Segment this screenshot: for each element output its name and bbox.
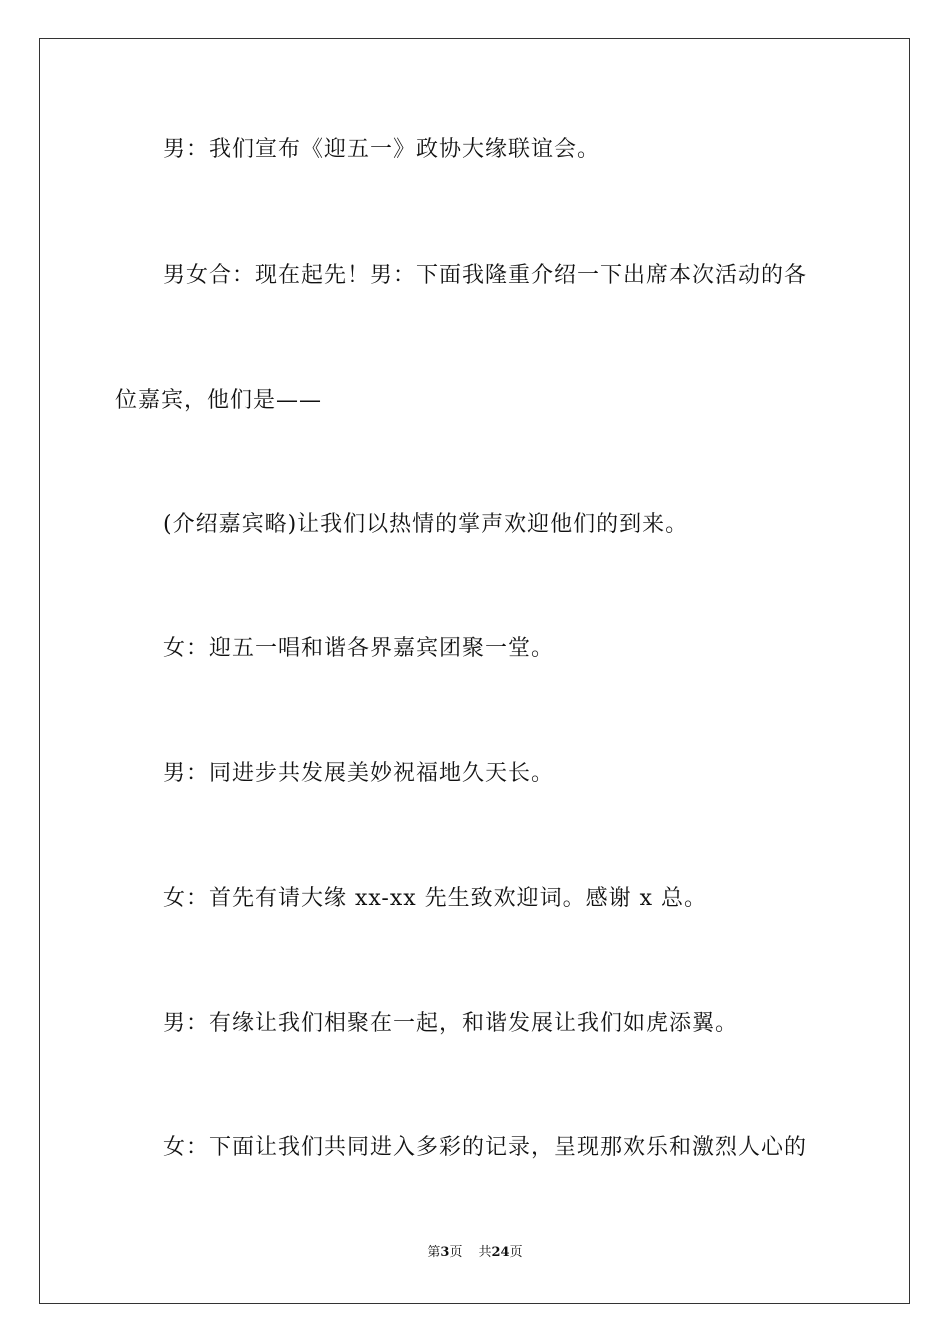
paragraph-2-continued: 位嘉宾，他们是—— [115,388,323,413]
paragraph-4: 女：迎五一唱和谐各界嘉宾团聚一堂。 [163,636,555,661]
page-suffix: 页 [449,1245,463,1260]
total-prefix: 共 [478,1245,492,1260]
page-border [39,38,910,1304]
paragraph-2: 男女合：现在起先！男：下面我隆重介绍一下出席本次活动的各 [163,263,808,288]
page-footer [0,1244,950,1262]
paragraph-1: 男：我们宣布《迎五一》政协大缘联谊会。 [163,137,601,162]
paragraph-8: 女：下面让我们共同进入多彩的记录，呈现那欢乐和激烈人心的 [163,1135,808,1160]
paragraph-6: 女：首先有请大缘 xx-xx 先生致欢迎词。感谢 x 总。 [163,886,708,911]
total-suffix: 页 [509,1245,523,1260]
page-number: 3 [440,1245,450,1260]
page-prefix: 第 [427,1245,441,1260]
paragraph-5: 男：同进步共发展美妙祝福地久天长。 [163,761,555,786]
paragraph-7: 男：有缘让我们相聚在一起，和谐发展让我们如虎添翼。 [163,1011,739,1036]
paragraph-3: (介绍嘉宾略)让我们以热情的掌声欢迎他们的到来。 [163,512,689,537]
total-pages: 24 [491,1245,510,1260]
